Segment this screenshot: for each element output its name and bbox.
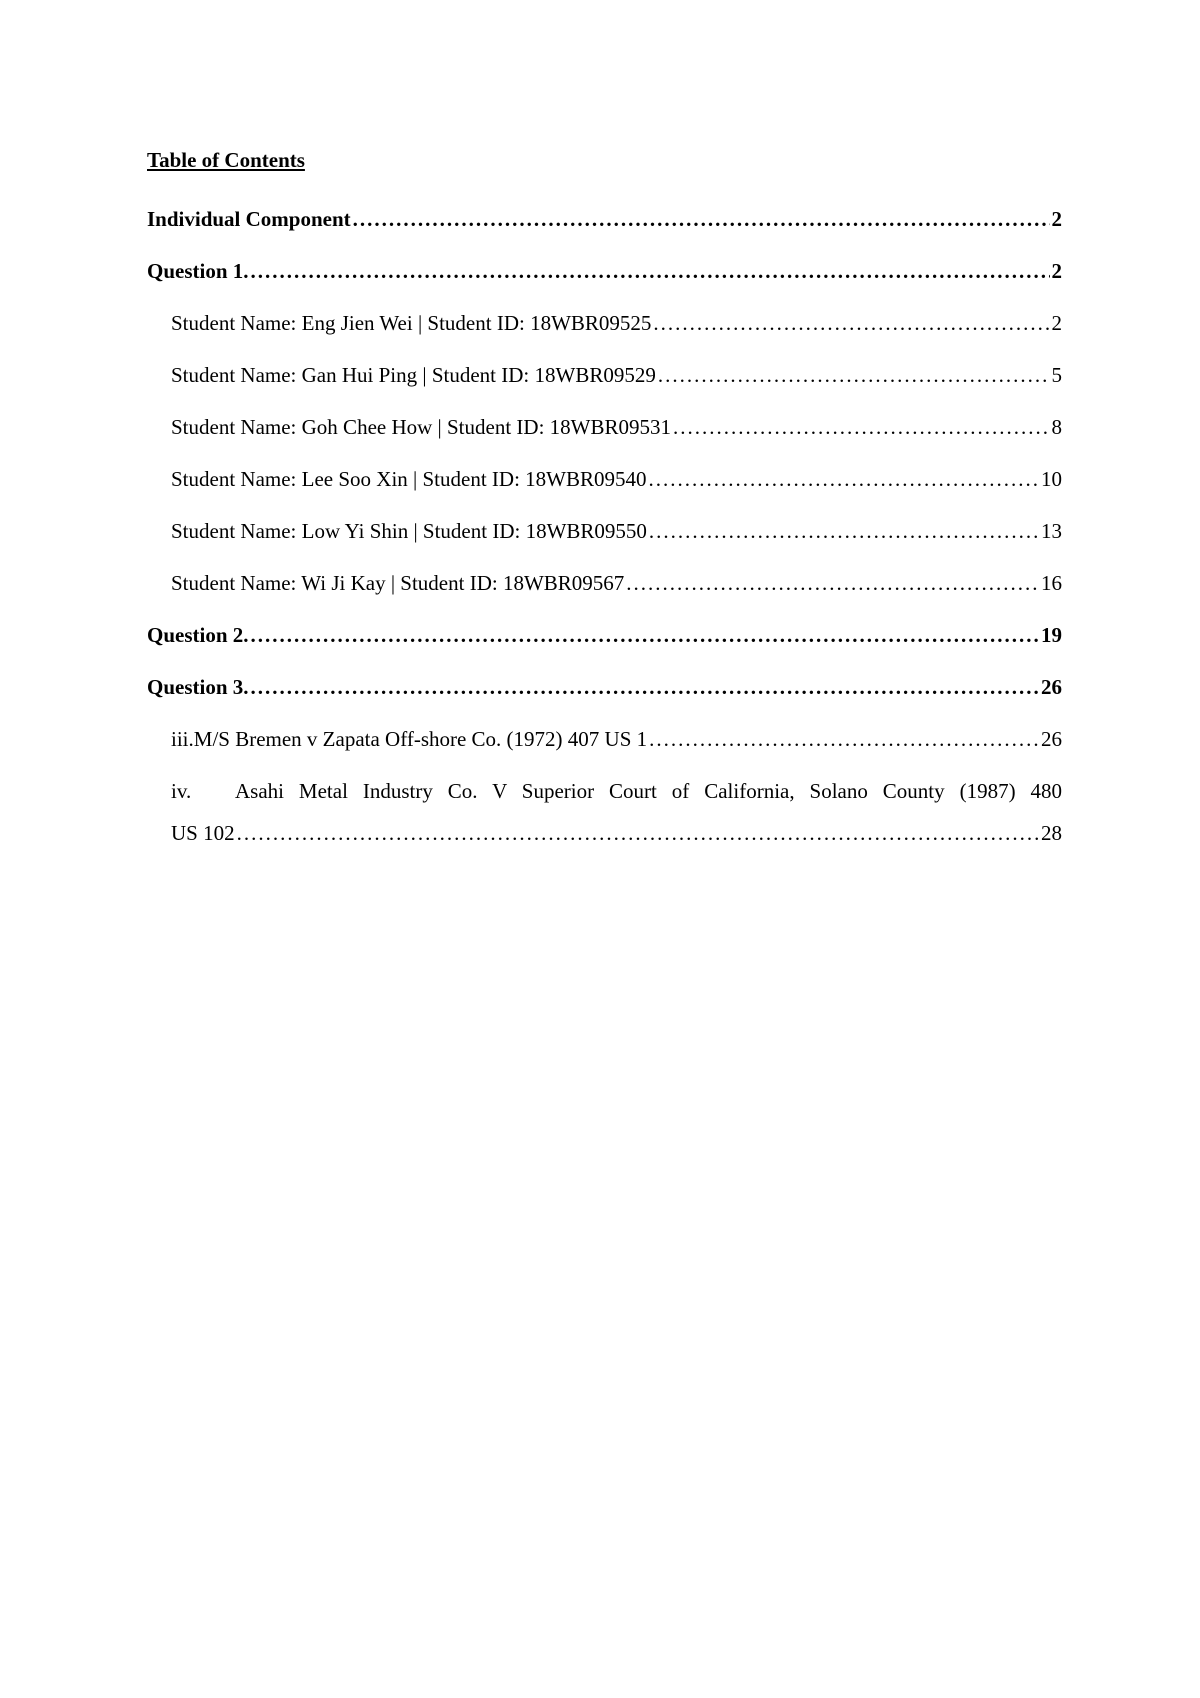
toc-entry-label: M/S Bremen v Zapata Off-shore Co. (1972) 407 US 1 <box>193 727 648 751</box>
toc-entry-student-wi-ji-kay[interactable] <box>147 566 1062 600</box>
toc-page-number: 16 <box>1041 571 1062 595</box>
dot-leader <box>251 670 1039 704</box>
dot-leader <box>237 816 1039 850</box>
toc-entry-label: Question 2. <box>147 623 249 647</box>
toc-page-number: 19 <box>1041 623 1062 647</box>
toc-page-number: 2 <box>1051 207 1062 231</box>
toc-entry-student-goh-chee-how[interactable] <box>147 410 1062 444</box>
toc-entry-label: Student Name: Goh Chee How | Student ID: 18WBR09531 <box>171 415 671 439</box>
table-of-contents <box>147 143 1062 850</box>
toc-entry-question-1[interactable] <box>147 254 1062 288</box>
toc-entry-number: iv. <box>171 779 192 803</box>
toc-entry-label: Student Name: Gan Hui Ping | Student ID: 18WBR09529 <box>171 363 656 387</box>
toc-page-number: 26 <box>1041 727 1062 751</box>
toc-entry-student-lee-soo-xin[interactable] <box>147 462 1062 496</box>
dot-leader <box>658 358 1050 392</box>
toc-entry-individual-component[interactable] <box>147 202 1062 236</box>
toc-entry-first-line <box>171 774 1062 808</box>
toc-entry-label: Individual Component <box>147 207 351 231</box>
toc-entry-label: Question 1. <box>147 259 249 283</box>
dot-leader <box>649 462 1040 496</box>
toc-entry-student-gan-hui-ping[interactable] <box>147 358 1062 392</box>
dot-leader <box>649 514 1039 548</box>
toc-entry-label: Student Name: Wi Ji Kay | Student ID: 18WBR09567 <box>171 571 625 595</box>
toc-entry-label: Question 3. <box>147 675 249 699</box>
toc-title: Table of Contents <box>147 148 305 172</box>
toc-page-number: 2 <box>1051 311 1062 335</box>
toc-page-number: 8 <box>1051 415 1062 439</box>
dot-leader <box>673 410 1050 444</box>
toc-page-number: 5 <box>1051 363 1062 387</box>
toc-entry-label: Student Name: Eng Jien Wei | Student ID: 18WBR09525 <box>171 311 652 335</box>
toc-entry-second-line <box>171 816 1062 850</box>
dot-leader <box>626 566 1039 600</box>
toc-entry-label: Asahi Metal Industry Co. V Superior Court of California, Solano County (1987) 480 <box>235 779 1062 803</box>
toc-page-number: 10 <box>1041 467 1062 491</box>
toc-entry-label-continued: US 102 <box>171 821 235 845</box>
toc-entry-student-low-yi-shin[interactable] <box>147 514 1062 548</box>
toc-entry-label: Student Name: Lee Soo Xin | Student ID: 18WBR09540 <box>171 467 647 491</box>
dot-leader <box>353 202 1050 236</box>
dot-leader <box>251 618 1039 652</box>
dot-leader <box>251 254 1050 288</box>
toc-entry-label: Student Name: Low Yi Shin | Student ID: 18WBR09550 <box>171 519 647 543</box>
dot-leader <box>649 722 1039 756</box>
toc-entry-number: iii. <box>171 727 194 751</box>
dot-leader <box>653 306 1049 340</box>
toc-page-number: 26 <box>1041 675 1062 699</box>
toc-entry-asahi-metal[interactable] <box>147 774 1062 850</box>
toc-page-number: 2 <box>1051 259 1062 283</box>
toc-entry-student-eng-jien-wei[interactable] <box>147 306 1062 340</box>
toc-entry-bremen-v-zapata[interactable] <box>147 722 1062 756</box>
toc-page-number: 28 <box>1041 821 1062 845</box>
toc-entry-question-3[interactable] <box>147 670 1062 704</box>
toc-entry-question-2[interactable] <box>147 618 1062 652</box>
toc-page-number: 13 <box>1041 519 1062 543</box>
